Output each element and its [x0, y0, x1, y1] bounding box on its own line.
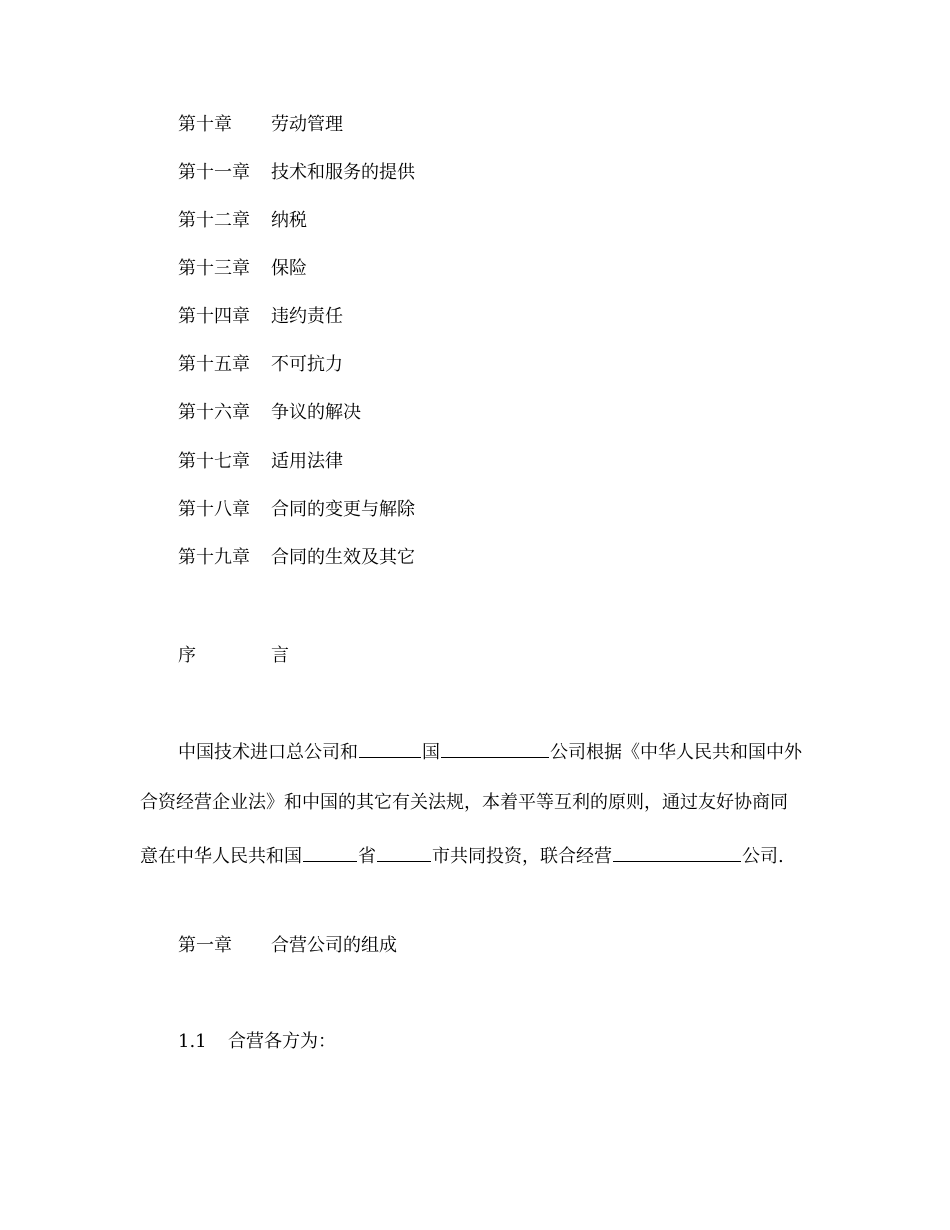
toc-chapter-title: 劳动管理 [271, 114, 343, 135]
preface-paragraph-line-2 [140, 791, 788, 815]
fill-blank-city[interactable] [377, 843, 431, 862]
preface-heading-left: 序 [178, 645, 196, 666]
section-number: 1.1 [178, 1031, 207, 1052]
toc-item [178, 546, 415, 570]
toc-chapter-number: 第十七章 [178, 451, 250, 472]
chapter-title: 合营公司的组成 [271, 935, 397, 956]
fill-blank-joint-venture-name[interactable] [613, 843, 741, 862]
toc-chapter-number: 第十五章 [178, 354, 250, 375]
toc-chapter-number: 第十四章 [178, 306, 250, 327]
preface-text: 市共同投资，联合经营 [432, 846, 612, 867]
toc-chapter-number: 第十六章 [178, 402, 250, 423]
preface-paragraph-line-1 [178, 739, 802, 765]
toc-chapter-title: 保险 [271, 258, 307, 279]
toc-chapter-title: 违约责任 [271, 306, 343, 327]
toc-chapter-number: 第十二章 [178, 210, 250, 231]
preface-heading [178, 644, 289, 668]
toc-item [178, 257, 307, 281]
toc-chapter-number: 第十九章 [178, 547, 250, 568]
section-heading [178, 1030, 336, 1054]
preface-paragraph-line-3 [140, 843, 784, 869]
chapter-number: 第一章 [178, 935, 232, 956]
toc-chapter-title: 纳税 [271, 210, 307, 231]
toc-item [178, 113, 343, 137]
toc-chapter-number: 第十三章 [178, 258, 250, 279]
preface-text: 公司根据《中华人民共和国中外 [550, 742, 802, 763]
toc-chapter-title: 合同的生效及其它 [271, 547, 415, 568]
toc-item [178, 353, 343, 377]
fill-blank-province[interactable] [303, 843, 357, 862]
toc-item [178, 209, 307, 233]
toc-item [178, 401, 361, 425]
toc-chapter-title: 不可抗力 [271, 354, 343, 375]
chapter-heading [178, 934, 397, 958]
toc-chapter-title: 合同的变更与解除 [271, 499, 415, 520]
preface-text: 中国技术进口总公司和 [178, 742, 358, 763]
toc-chapter-title: 适用法律 [271, 451, 343, 472]
fill-blank-company[interactable] [441, 739, 549, 758]
preface-text: 合资经营企业法》和中国的其它有关法规，本着平等互利的原则，通过友好协商同 [140, 792, 788, 813]
toc-item [178, 161, 415, 185]
toc-item [178, 498, 415, 522]
toc-chapter-number: 第十一章 [178, 162, 250, 183]
preface-text: 省 [358, 846, 376, 867]
toc-chapter-title: 技术和服务的提供 [271, 162, 415, 183]
fill-blank-country[interactable] [359, 739, 421, 758]
preface-heading-right: 言 [271, 645, 289, 666]
preface-text: 意在中华人民共和国 [140, 846, 302, 867]
section-title: 合营各方为： [228, 1031, 336, 1052]
preface-text: 公司. [742, 846, 784, 867]
toc-chapter-number: 第十章 [178, 114, 232, 135]
preface-text: 国 [422, 742, 440, 763]
toc-item [178, 305, 343, 329]
toc-item [178, 450, 343, 474]
toc-chapter-number: 第十八章 [178, 499, 250, 520]
toc-chapter-title: 争议的解决 [271, 402, 361, 423]
